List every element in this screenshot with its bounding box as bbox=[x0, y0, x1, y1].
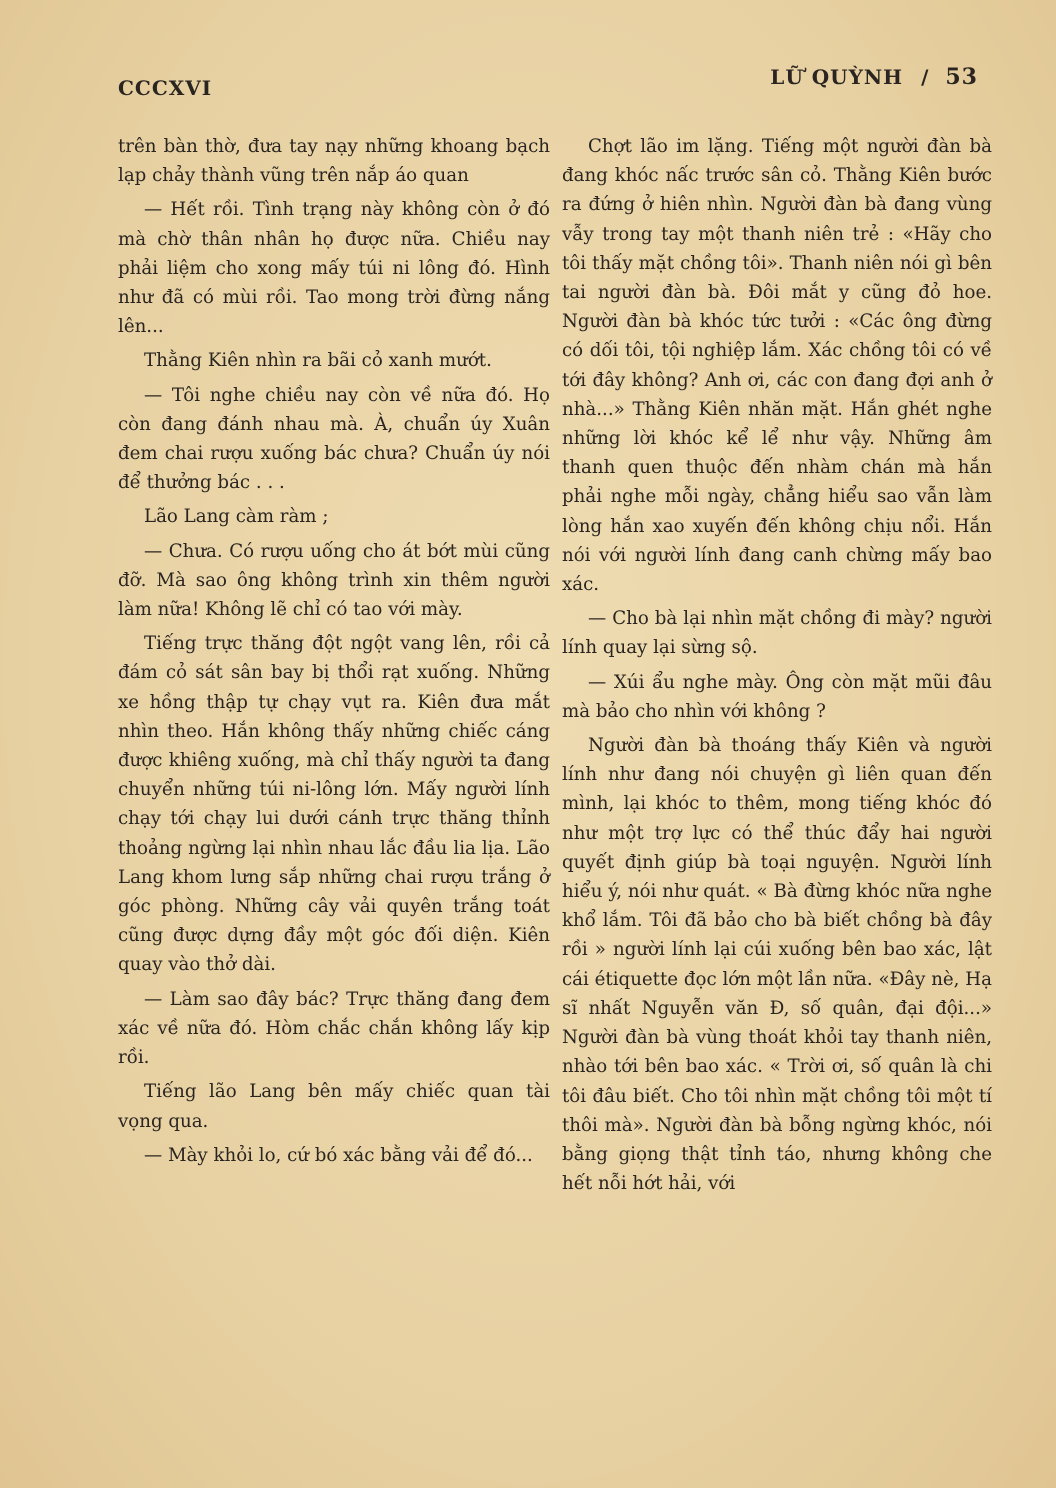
paragraph: — Hết rồi. Tình trạng này không còn ở đó mà chờ thân nhân họ được nữa. Chiều nay phải liệm cho xong mấy túi ni lông đó. Hình như đã có mùi rồi. Tao mong trời đừng nắng lên... bbox=[118, 199, 550, 338]
paragraph: — Xúi ẩu nghe mày. Ông còn mặt mũi đâu mà bảo cho nhìn với không ? bbox=[562, 671, 992, 722]
paragraph: — Mày khỏi lo, cứ bó xác bằng vải để đó... bbox=[144, 1144, 533, 1166]
header-separator: / bbox=[921, 65, 930, 89]
author-name: LỮ QUỲNH bbox=[770, 65, 904, 89]
paragraph: trên bàn thờ, đưa tay nạy những khoang bạch lạp chảy thành vũng trên nắp áo quan bbox=[118, 136, 550, 187]
paragraph: Chợt lão im lặng. Tiếng một người đàn bà đang khóc nấc trước sân cỏ. Thằng Kiên bước ra đứng ở hiên nhìn. Người đàn bà đang vùng vẫy trong tay một thanh niên trẻ : «Hãy cho tôi thấy mặt chồng tôi». Thanh niên nói gì bên tai người đàn bà. Đôi mắt y cũng đỏ hoe. Người đàn bà khóc tức tưởi : «Các ông đừng có dối tôi, tội nghiệp lắm. Xác chồng tôi có về tới đây không? Anh ơi, các con đang đợi anh ở nhà...» Thằng Kiên nhăn mặt. Hắn ghét nghe những lời khóc kể lể như vậy. Những âm thanh quen thuộc đến nhàm chán mà hắn phải nghe mỗi ngày, chẳng hiểu sao vẫn làm lòng hắn xao xuyến đến không chịu nổi. Hắn nói với người lính đang canh chừng mấy bao xác. bbox=[562, 136, 992, 596]
author-and-page bbox=[770, 64, 978, 90]
page-number: 53 bbox=[945, 64, 978, 90]
right-column bbox=[562, 132, 992, 1203]
paragraph: Người đàn bà thoáng thấy Kiên và người lính như đang nói chuyện gì liên quan đến mình, lại khóc to thêm, mong tiếng khóc đó như một trợ lực có thể thúc đẩy hai người quyết định giúp bà toại nguyện. Người lính hiểu ý, nói như quát. « Bà đừng khóc nữa nghe khổ lắm. Tôi đã bảo cho bà biết chồng bà đây rồi » người lính lại cúi xuống bên bao xác, lật cái étiquette đọc lớn một lần nữa. «Đây nè, Hạ sĩ nhất Nguyễn văn Đ, số quân, đại đội...» Người đàn bà vùng thoát khỏi tay thanh niên, nhào tới bên bao xác. « Trời ơi, số quân là chi tôi đâu biết. Cho tôi nhìn mặt chồng tôi một tí thôi mà». Người đàn bà bỗng ngừng khóc, nói bằng giọng thật tỉnh táo, nhưng không che hết nỗi hớt hải, với bbox=[562, 735, 992, 1195]
paragraph: — Chưa. Có rượu uống cho át bớt mùi cũng đỡ. Mà sao ông không trình xin thêm người làm nữa! Không lẽ chỉ có tao với mày. bbox=[118, 540, 550, 621]
paragraph: — Cho bà lại nhìn mặt chồng đi mày? người lính quay lại sừng sộ. bbox=[562, 608, 992, 659]
issue-number: CCCXVI bbox=[118, 76, 213, 100]
paragraph: Tiếng trực thăng đột ngột vang lên, rồi cả đám cỏ sát sân bay bị thổi rạt xuống. Những xe hồng thập tự chạy vụt ra. Kiên đưa mắt nhìn theo. Hắn không thấy những chiếc cáng được khiêng xuống, mà chỉ thấy người ta đang chuyển những túi ni-lông lớn. Mấy người lính chạy tới chạy lui dưới cánh trực thăng thỉnh thoảng ngừng lại nhìn nhau lắc đầu lia lịa. Lão Lang khom lưng sắp những chai rượu trắng ở góc phòng. Những cây vải quyên trắng toát cũng được dựng đầy một góc đối diện. Kiên quay vào thở dài. bbox=[118, 633, 550, 976]
paragraph: Tiếng lão Lang bên mấy chiếc quan tài vọng qua. bbox=[118, 1081, 550, 1132]
paragraph: — Làm sao đây bác? Trực thăng đang đem xác về nữa đó. Hòm chắc chắn không lấy kịp rồi. bbox=[118, 988, 550, 1069]
paragraph: Lão Lang càm ràm ; bbox=[144, 506, 329, 528]
paragraph: Thằng Kiên nhìn ra bãi cỏ xanh mướt. bbox=[144, 350, 492, 372]
left-column bbox=[118, 132, 550, 1175]
running-header bbox=[118, 58, 978, 98]
paragraph: — Tôi nghe chiều nay còn về nữa đó. Họ còn đang đánh nhau mà. À, chuẩn úy Xuân đem chai rượu xuống bác chưa? Chuẩn úy nói để thưởng bác . . . bbox=[118, 384, 550, 494]
